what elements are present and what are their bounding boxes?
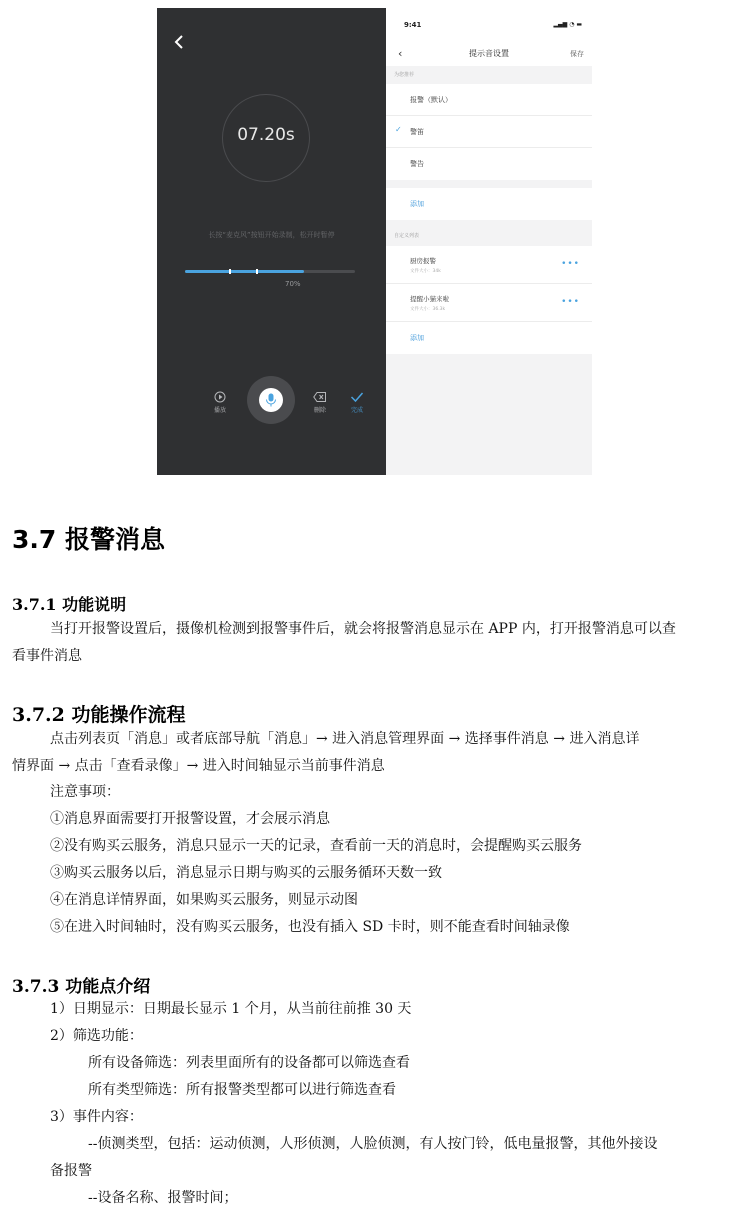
recording-progress-bar (185, 270, 355, 273)
add-custom-tone-link[interactable]: 添加 (410, 334, 424, 342)
recorder-screen (157, 8, 386, 475)
paragraph-line: 当打开报警设置后，摄像机检测到报警事件后，就会将报警消息显示在 APP 内，打开报警消息可以查 (50, 621, 676, 637)
custom-tone-name: 厨房报警 (410, 257, 436, 265)
section-title: 3.7 报警消息 (12, 525, 165, 554)
note-item: ④在消息详情界面，如果购买云服务，则显示动图 (50, 892, 358, 908)
record-hint: 长按“麦克风”按钮开始录制，松开时暂停 (208, 231, 335, 239)
more-icon[interactable]: ••• (561, 297, 580, 307)
tone-option[interactable] (386, 148, 592, 180)
play-label: 播放 (213, 407, 226, 414)
timer-ring (222, 94, 310, 182)
microphone-icon (265, 393, 277, 407)
progress-fill (185, 270, 304, 273)
paragraph-line: 点击列表页「消息」或者底部导航「消息」→ 进入消息管理界面 → 选择事件消息 → 进入消息详 (50, 731, 640, 747)
add-tone-link[interactable]: 添加 (410, 200, 424, 208)
delete-label: 删除 (313, 407, 326, 414)
feature-subitem: 所有设备筛选：列表里面所有的设备都可以筛选查看 (88, 1055, 410, 1071)
backspace-icon (313, 391, 327, 403)
done-label: 完成 (350, 407, 363, 414)
paragraph-line: 看事件消息 (12, 648, 82, 664)
feature-subitem: 备报警 (50, 1163, 92, 1179)
add-row (386, 322, 592, 354)
custom-tone-item[interactable] (386, 284, 592, 322)
progress-marker (229, 269, 231, 274)
add-row (386, 188, 592, 220)
feature-subitem: 所有类型筛选：所有报警类型都可以进行筛选查看 (88, 1082, 396, 1098)
progress-marker (256, 269, 258, 274)
progress-label: 70% (285, 280, 301, 288)
feature-subitem: --侦测类型，包括：运动侦测，人形侦测，人脸侦测，有人按门铃，低电量报警，其他外接设 (88, 1136, 658, 1152)
check-icon: ✓ (395, 125, 402, 134)
custom-tone-name: 提醒小猫来啦 (410, 295, 449, 303)
tone-option-selected[interactable] (386, 116, 592, 148)
timer-text: 07.20s (237, 125, 295, 145)
back-icon[interactable]: ‹ (398, 47, 403, 60)
feature-item: 3）事件内容： (50, 1109, 143, 1125)
play-button[interactable] (205, 391, 235, 414)
paragraph-line: 情界面 → 点击「查看录像」→ 进入时间轴显示当前事件消息 (12, 758, 385, 774)
feature-item: 1）日期显示：日期最长显示 1 个月，从当前往前推 30 天 (50, 1001, 412, 1017)
note-item: ⑤在进入时间轴时，没有购买云服务，也没有插入 SD 卡时，则不能查看时间轴录像 (50, 919, 570, 935)
delete-button[interactable] (305, 391, 335, 414)
custom-list (386, 246, 592, 354)
tone-option-label: 警笛 (410, 128, 424, 136)
record-button[interactable] (247, 376, 295, 424)
status-time: 9:41 (404, 21, 422, 29)
notes-title: 注意事项： (50, 784, 120, 800)
save-button[interactable]: 保存 (570, 50, 584, 58)
more-icon[interactable]: ••• (561, 259, 580, 269)
recommended-section-label: 为您推荐 (394, 72, 415, 78)
feature-subitem: --设备名称、报警时间； (88, 1190, 238, 1206)
custom-tone-size: 文件大小：34k (410, 269, 441, 274)
check-icon (350, 391, 364, 403)
record-button-core (259, 388, 283, 412)
custom-tone-item[interactable] (386, 246, 592, 284)
status-icons: ▂▄▆ ◔ ▬ (553, 21, 582, 28)
subsection-heading-1: 3.7.1 功能说明 (12, 595, 127, 614)
back-chevron-icon[interactable] (172, 34, 186, 50)
note-item: ③购买云服务以后，消息显示日期与购买的云服务循环天数一致 (50, 865, 442, 881)
tone-option-label: 警告 (410, 160, 424, 168)
subsection-heading-2: 3.7.2 功能操作流程 (12, 704, 186, 726)
custom-tone-size: 文件大小：36.3k (410, 307, 446, 312)
recommended-list (386, 84, 592, 180)
play-icon (214, 391, 226, 403)
feature-item: 2）筛选功能： (50, 1028, 143, 1044)
note-item: ①消息界面需要打开报警设置，才会展示消息 (50, 811, 330, 827)
tone-option[interactable] (386, 84, 592, 116)
done-button[interactable] (342, 391, 372, 414)
tone-settings-screen (386, 8, 592, 475)
nav-bar (386, 42, 592, 66)
tone-option-label: 报警（默认） (410, 96, 452, 104)
custom-section-label: 自定义列表 (394, 233, 420, 239)
screenshot-composite (157, 8, 592, 475)
subsection-heading-3: 3.7.3 功能点介绍 (12, 977, 151, 997)
nav-title: 提示音设置 (469, 49, 509, 58)
note-item: ②没有购买云服务，消息只显示一天的记录，查看前一天的消息时，会提醒购买云服务 (50, 838, 582, 854)
status-bar (386, 8, 592, 42)
